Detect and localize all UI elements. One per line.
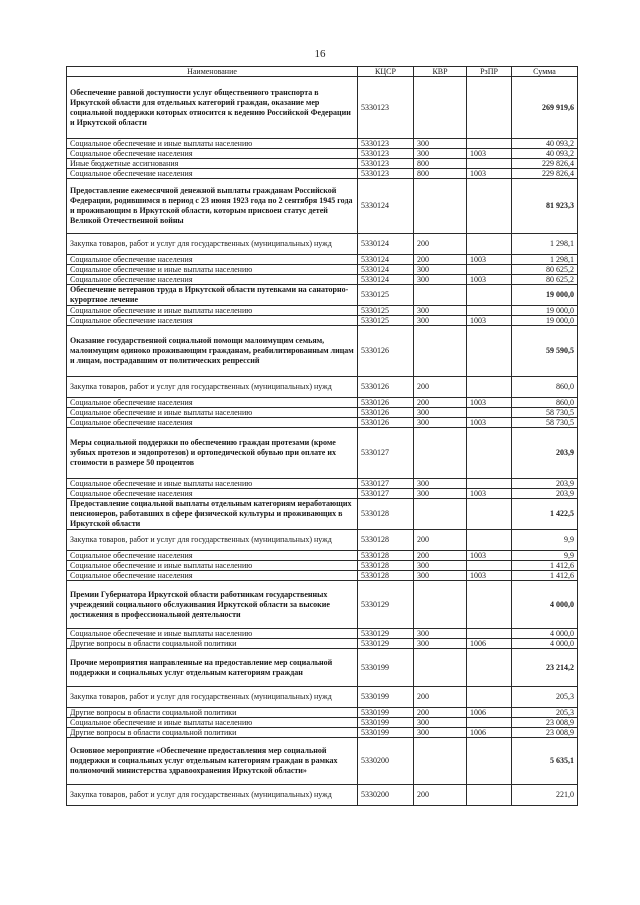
cell-sum: 205,3 [512, 708, 578, 718]
cell-name: Прочие мероприятия направленные на предоставление мер социальной поддержки и социальных услуг отдельным категориям граждан [67, 649, 358, 687]
cell-sum: 203,9 [512, 479, 578, 489]
cell-kvr [414, 285, 467, 306]
cell-name: Социальное обеспечение населения [67, 489, 358, 499]
cell-kvr [414, 581, 467, 629]
cell-kcsr: 5330123 [358, 77, 414, 139]
cell-name: Социальное обеспечение и иные выплаты населению [67, 265, 358, 275]
cell-kcsr: 5330200 [358, 785, 414, 806]
cell-kvr [414, 499, 467, 530]
table-body [67, 77, 578, 806]
cell-kcsr: 5330124 [358, 255, 414, 265]
cell-name: Социальное обеспечение населения [67, 418, 358, 428]
cell-kvr [414, 179, 467, 234]
cell-kcsr: 5330127 [358, 428, 414, 479]
cell-kvr: 300 [414, 408, 467, 418]
cell-sum: 203,9 [512, 489, 578, 499]
cell-name: Закупка товаров, работ и услуг для государственных (муниципальных) нужд [67, 234, 358, 255]
cell-rzpr: 1006 [467, 708, 512, 718]
cell-name: Социальное обеспечение населения [67, 316, 358, 326]
cell-kvr: 800 [414, 169, 467, 179]
cell-kvr: 300 [414, 728, 467, 738]
table-row [67, 499, 578, 530]
cell-kcsr: 5330125 [358, 285, 414, 306]
cell-sum: 5 635,1 [512, 738, 578, 785]
cell-name: Социальное обеспечение населения [67, 398, 358, 408]
cell-rzpr [467, 139, 512, 149]
cell-rzpr: 1003 [467, 169, 512, 179]
cell-rzpr [467, 629, 512, 639]
table-row [67, 169, 578, 179]
cell-sum: 860,0 [512, 377, 578, 398]
cell-rzpr: 1006 [467, 728, 512, 738]
table-row [67, 629, 578, 639]
cell-kcsr: 5330200 [358, 738, 414, 785]
cell-name: Закупка товаров, работ и услуг для государственных (муниципальных) нужд [67, 687, 358, 708]
cell-name: Премии Губернатора Иркутской области работникам государственных учреждений социального обслуживания Иркутской области за высокие достижения в профессиональной деятельности [67, 581, 358, 629]
cell-kcsr: 5330129 [358, 639, 414, 649]
cell-sum: 203,9 [512, 428, 578, 479]
cell-sum: 1 298,1 [512, 234, 578, 255]
cell-kcsr: 5330127 [358, 489, 414, 499]
table-row [67, 265, 578, 275]
cell-rzpr [467, 377, 512, 398]
cell-rzpr [467, 285, 512, 306]
cell-name: Социальное обеспечение населения [67, 571, 358, 581]
cell-name: Социальное обеспечение населения [67, 275, 358, 285]
cell-sum: 9,9 [512, 551, 578, 561]
cell-rzpr [467, 785, 512, 806]
table-row [67, 428, 578, 479]
cell-kcsr: 5330124 [358, 179, 414, 234]
table-row [67, 561, 578, 571]
cell-kcsr: 5330126 [358, 377, 414, 398]
cell-sum: 4 000,0 [512, 639, 578, 649]
cell-kvr: 300 [414, 139, 467, 149]
cell-rzpr: 1006 [467, 639, 512, 649]
cell-kcsr: 5330123 [358, 139, 414, 149]
cell-sum: 19 000,0 [512, 285, 578, 306]
cell-kvr [414, 326, 467, 377]
cell-kvr: 300 [414, 718, 467, 728]
cell-name: Социальное обеспечение и иные выплаты населению [67, 408, 358, 418]
cell-kvr: 300 [414, 479, 467, 489]
table-row [67, 234, 578, 255]
cell-sum: 19 000,0 [512, 306, 578, 316]
cell-kvr: 300 [414, 629, 467, 639]
cell-kcsr: 5330126 [358, 418, 414, 428]
table-row [67, 77, 578, 139]
table-row [67, 285, 578, 306]
cell-rzpr [467, 687, 512, 708]
table-row [67, 639, 578, 649]
cell-name: Социальное обеспечение населения [67, 149, 358, 159]
cell-sum: 229 826,4 [512, 169, 578, 179]
cell-kcsr: 5330199 [358, 687, 414, 708]
table-row [67, 728, 578, 738]
cell-rzpr [467, 718, 512, 728]
cell-name: Социальное обеспечение населения [67, 169, 358, 179]
cell-kcsr: 5330129 [358, 581, 414, 629]
cell-sum: 58 730,5 [512, 418, 578, 428]
cell-rzpr [467, 649, 512, 687]
cell-rzpr [467, 581, 512, 629]
cell-kcsr: 5330199 [358, 718, 414, 728]
cell-kcsr: 5330123 [358, 159, 414, 169]
table-row [67, 255, 578, 265]
table-row [67, 687, 578, 708]
cell-kcsr: 5330123 [358, 169, 414, 179]
cell-sum: 269 919,6 [512, 77, 578, 139]
cell-rzpr: 1003 [467, 149, 512, 159]
cell-name: Основное мероприятие «Обеспечение предоставления мер социальной поддержки и социальных услуг отдельным категориям граждан в рамках полномочий министерства здравоохранения Иркутской области» [67, 738, 358, 785]
cell-kvr [414, 77, 467, 139]
table-row [67, 398, 578, 408]
cell-kvr [414, 738, 467, 785]
cell-sum: 58 730,5 [512, 408, 578, 418]
cell-kcsr: 5330124 [358, 275, 414, 285]
cell-rzpr [467, 326, 512, 377]
cell-sum: 221,0 [512, 785, 578, 806]
cell-kcsr: 5330128 [358, 561, 414, 571]
cell-kvr: 200 [414, 398, 467, 408]
cell-kcsr: 5330128 [358, 530, 414, 551]
cell-kvr: 300 [414, 149, 467, 159]
table-row [67, 306, 578, 316]
cell-rzpr [467, 738, 512, 785]
cell-rzpr: 1003 [467, 418, 512, 428]
cell-kvr: 300 [414, 275, 467, 285]
cell-sum: 81 923,3 [512, 179, 578, 234]
cell-name: Социальное обеспечение и иные выплаты населению [67, 718, 358, 728]
table-row [67, 159, 578, 169]
table-row [67, 418, 578, 428]
cell-kvr: 300 [414, 265, 467, 275]
table-row [67, 275, 578, 285]
cell-sum: 19 000,0 [512, 316, 578, 326]
cell-name: Социальное обеспечение и иные выплаты населению [67, 479, 358, 489]
cell-sum: 80 625,2 [512, 265, 578, 275]
cell-name: Иные бюджетные ассигнования [67, 159, 358, 169]
cell-kvr: 200 [414, 530, 467, 551]
cell-kvr: 300 [414, 316, 467, 326]
header-kvr: КВР [414, 67, 467, 77]
table-row [67, 649, 578, 687]
cell-kcsr: 5330199 [358, 649, 414, 687]
cell-name: Другие вопросы в области социальной политики [67, 639, 358, 649]
cell-rzpr: 1003 [467, 316, 512, 326]
header-sum: Сумма [512, 67, 578, 77]
cell-kvr: 200 [414, 785, 467, 806]
cell-kvr: 300 [414, 418, 467, 428]
cell-kcsr: 5330125 [358, 306, 414, 316]
cell-rzpr: 1003 [467, 489, 512, 499]
cell-kvr: 200 [414, 377, 467, 398]
cell-kvr [414, 428, 467, 479]
table-row [67, 551, 578, 561]
table-row [67, 326, 578, 377]
cell-kcsr: 5330128 [358, 499, 414, 530]
cell-kvr: 300 [414, 639, 467, 649]
cell-sum: 1 412,6 [512, 571, 578, 581]
cell-name: Социальное обеспечение и иные выплаты населению [67, 629, 358, 639]
table-row [67, 316, 578, 326]
cell-sum: 23 008,9 [512, 728, 578, 738]
cell-sum: 80 625,2 [512, 275, 578, 285]
cell-sum: 205,3 [512, 687, 578, 708]
cell-rzpr: 1003 [467, 571, 512, 581]
cell-rzpr [467, 234, 512, 255]
cell-kvr: 200 [414, 234, 467, 255]
cell-rzpr [467, 179, 512, 234]
cell-sum: 23 214,2 [512, 649, 578, 687]
cell-name: Социальное обеспечение и иные выплаты населению [67, 561, 358, 571]
cell-kcsr: 5330127 [358, 479, 414, 489]
cell-kvr: 300 [414, 306, 467, 316]
page-number: 16 [314, 48, 326, 60]
cell-rzpr [467, 530, 512, 551]
cell-name: Закупка товаров, работ и услуг для государственных (муниципальных) нужд [67, 530, 358, 551]
cell-kcsr: 5330128 [358, 571, 414, 581]
table-header-row [67, 67, 578, 77]
table-row [67, 139, 578, 149]
cell-rzpr [467, 479, 512, 489]
cell-kcsr: 5330129 [358, 629, 414, 639]
header-kcsr: КЦСР [358, 67, 414, 77]
cell-kvr: 200 [414, 551, 467, 561]
table-row [67, 718, 578, 728]
cell-kvr: 200 [414, 255, 467, 265]
cell-rzpr [467, 408, 512, 418]
cell-sum: 4 000,0 [512, 629, 578, 639]
cell-rzpr: 1003 [467, 255, 512, 265]
cell-rzpr [467, 265, 512, 275]
cell-kcsr: 5330199 [358, 728, 414, 738]
header-name: Наименование [67, 67, 358, 77]
cell-rzpr [467, 561, 512, 571]
cell-name: Предоставление ежемесячной денежной выплаты гражданам Российской Федерации, родившимся в период с 23 июня 1923 года по 2 сентября 1945 года и проживающим в Иркутской области, которым присвоен статус детей Великой Отечественной войны [67, 179, 358, 234]
budget-table [66, 66, 578, 806]
cell-sum: 1 422,5 [512, 499, 578, 530]
cell-sum: 1 298,1 [512, 255, 578, 265]
cell-kvr: 200 [414, 708, 467, 718]
table-row [67, 530, 578, 551]
table-row [67, 489, 578, 499]
cell-sum: 860,0 [512, 398, 578, 408]
cell-kvr [414, 649, 467, 687]
cell-rzpr: 1003 [467, 551, 512, 561]
table-row [67, 785, 578, 806]
cell-name: Обеспечение ветеранов труда в Иркутской области путевками на санаторно-курортное лечение [67, 285, 358, 306]
cell-name: Закупка товаров, работ и услуг для государственных (муниципальных) нужд [67, 785, 358, 806]
cell-name: Оказание государственной социальной помощи малоимущим семьям, малоимущим одиноко проживающим гражданам, реабилитированным лицам и лицам, пострадавшим от политических репрессий [67, 326, 358, 377]
cell-rzpr: 1003 [467, 275, 512, 285]
cell-rzpr: 1003 [467, 398, 512, 408]
cell-name: Другие вопросы в области социальной политики [67, 728, 358, 738]
table-row [67, 479, 578, 489]
cell-kvr: 300 [414, 571, 467, 581]
cell-name: Социальное обеспечение населения [67, 255, 358, 265]
cell-name: Обеспечение равной доступности услуг общественного транспорта в Иркутской области для отдельных категорий граждан, оказание мер социальной поддержки которых относится к ведению Российской Федерации и Иркутской области [67, 77, 358, 139]
cell-name: Другие вопросы в области социальной политики [67, 708, 358, 718]
cell-sum: 40 093,2 [512, 149, 578, 159]
cell-kcsr: 5330124 [358, 234, 414, 255]
table-row [67, 738, 578, 785]
cell-sum: 9,9 [512, 530, 578, 551]
cell-kvr: 800 [414, 159, 467, 169]
cell-sum: 229 826,4 [512, 159, 578, 169]
table-row [67, 708, 578, 718]
cell-kcsr: 5330199 [358, 708, 414, 718]
cell-sum: 23 008,9 [512, 718, 578, 728]
cell-kcsr: 5330126 [358, 398, 414, 408]
cell-rzpr [467, 159, 512, 169]
cell-kcsr: 5330126 [358, 326, 414, 377]
cell-kvr: 300 [414, 489, 467, 499]
cell-sum: 4 000,0 [512, 581, 578, 629]
table-row [67, 149, 578, 159]
table-row [67, 581, 578, 629]
cell-kcsr: 5330125 [358, 316, 414, 326]
table-row [67, 377, 578, 398]
cell-name: Социальное обеспечение и иные выплаты населению [67, 306, 358, 316]
cell-name: Закупка товаров, работ и услуг для государственных (муниципальных) нужд [67, 377, 358, 398]
table-row [67, 571, 578, 581]
cell-kvr: 300 [414, 561, 467, 571]
cell-kvr: 200 [414, 687, 467, 708]
cell-rzpr [467, 428, 512, 479]
cell-kcsr: 5330124 [358, 265, 414, 275]
cell-kcsr: 5330128 [358, 551, 414, 561]
cell-kcsr: 5330126 [358, 408, 414, 418]
cell-kcsr: 5330123 [358, 149, 414, 159]
header-rzpr: РзПР [467, 67, 512, 77]
cell-sum: 59 590,5 [512, 326, 578, 377]
cell-name: Социальное обеспечение населения [67, 551, 358, 561]
cell-rzpr [467, 306, 512, 316]
cell-sum: 40 093,2 [512, 139, 578, 149]
cell-rzpr [467, 499, 512, 530]
cell-name: Меры социальной поддержки по обеспечению граждан протезами (кроме зубных протезов и эндопротезов) и ортопедической обувью при оплате их стоимости в размере 50 процентов [67, 428, 358, 479]
table-row [67, 179, 578, 234]
cell-rzpr [467, 77, 512, 139]
cell-sum: 1 412,6 [512, 561, 578, 571]
cell-name: Предоставление социальной выплаты отдельным категориям неработающих пенсионеров, работавших в сфере физической культуры и проживающих в Иркутской области [67, 499, 358, 530]
table-row [67, 408, 578, 418]
cell-name: Социальное обеспечение и иные выплаты населению [67, 139, 358, 149]
